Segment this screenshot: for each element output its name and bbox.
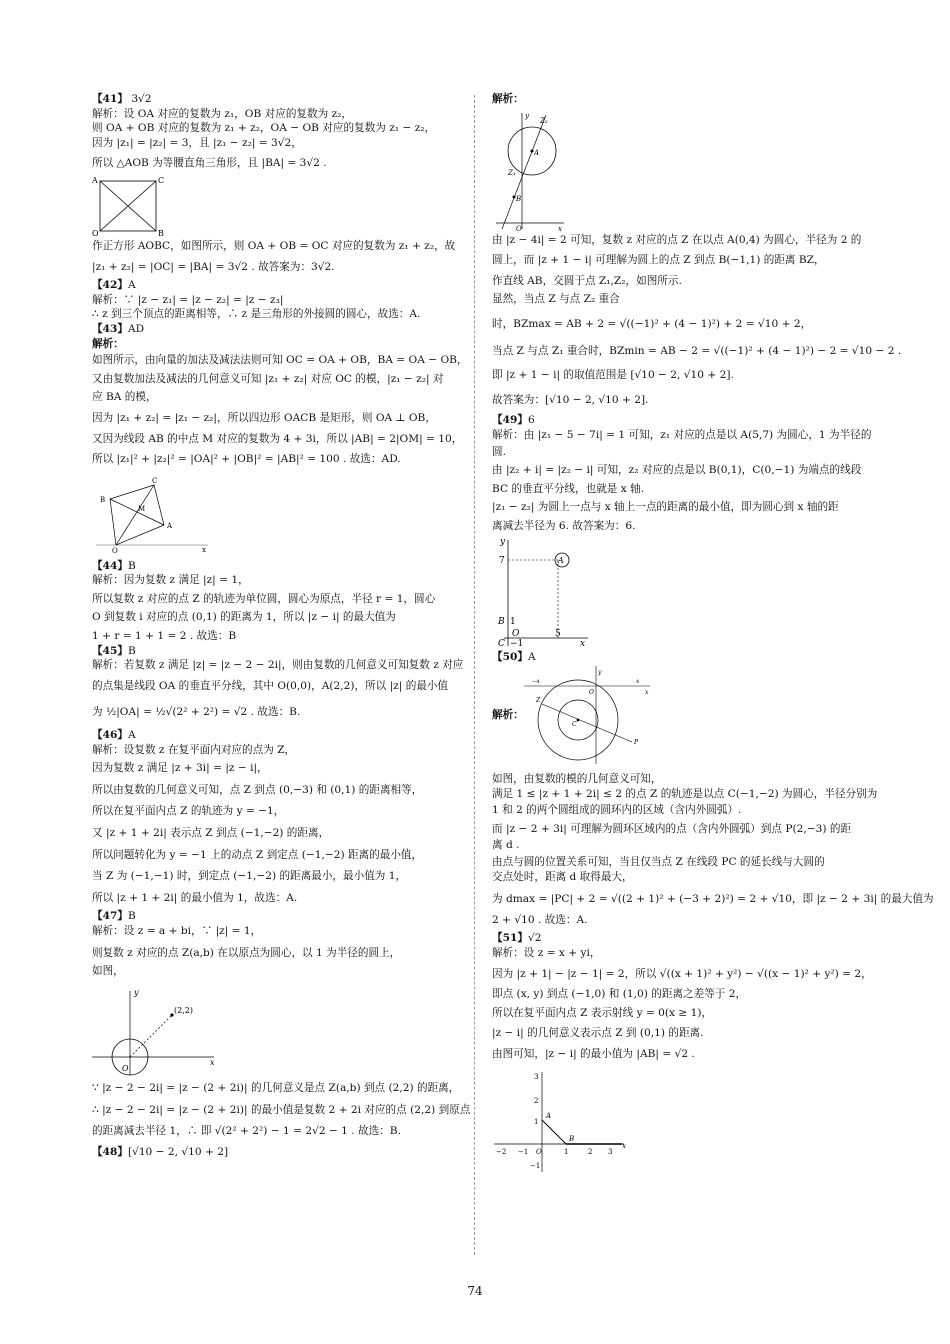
q48-line: 作直线 AB，交圆于点 Z₁,Z₂，如图所示. xyxy=(492,274,682,287)
q48-answer: [√10 − 2, √10 + 2] xyxy=(127,1145,229,1158)
label-4: 4 xyxy=(636,679,640,686)
q47-line: ∴ |z − 2 − 2i| = |z − (2 + 2i)| 的最小值是复数 2 + 2i 对应的点 (2,2) 到原点 xyxy=(92,1104,471,1117)
q50-answer: A xyxy=(527,650,536,663)
label-o: O xyxy=(589,689,594,697)
label-c: C xyxy=(152,476,158,485)
q48-solution xyxy=(492,92,902,407)
q45-line: 为 ½|OA| = ½√(2² + 2²) = √2 . 故选：B. xyxy=(92,706,301,719)
q48-line: 由 |z − 4i| = 2 可知，复数 z 对应的点 Z 在以点 A(0,4) 为圆心，半径为 2 的 xyxy=(492,233,862,246)
q42 xyxy=(92,278,462,322)
q51-line: 解析：设 z = x + yi， xyxy=(492,947,601,960)
q50-figure xyxy=(522,664,652,766)
diagonal-ab xyxy=(110,499,164,525)
q45-answer: B xyxy=(127,644,136,657)
q43-answer: AD xyxy=(127,322,145,335)
q51-line: 即点 (x, y) 到点 (−1,0) 和 (1,0) 的距离之差等于 2， xyxy=(492,988,747,1001)
q47-line: 则复数 z 对应的点 Z(a,b) 在以原点为圆心，以 1 为半径的圆上， xyxy=(92,946,401,959)
q46-line: 又 |z + 1 + 2i| 表示点 Z 到点 (−1,−2) 的距离， xyxy=(92,827,330,839)
label-y: y xyxy=(500,536,506,547)
q47-number: 【47】 xyxy=(92,910,128,923)
q43-line: 所以 |z₁|² + |z₂|² = |OA|² + |OB|² = |AB|² = 100 . 故选：AD. xyxy=(92,453,401,466)
q43-line: 应 BA 的模， xyxy=(92,391,157,404)
label-a: A xyxy=(558,555,564,565)
q42-line: ∴ z 到三个顶点的距离相等，∴ z 是三角形的外接圆的圆心，故选：A. xyxy=(92,308,421,321)
q48-line: 显然，当点 Z 与点 Z₂ 重合 xyxy=(492,293,620,306)
label-z2: Z₂ xyxy=(540,116,548,125)
q46-line: 因为复数 z 满足 |z + 3i| = |z − i|， xyxy=(92,762,268,775)
q46-line: 所以在复平面内点 Z 的轨迹为 y = −1， xyxy=(92,805,285,818)
q49-line: |z₁ − z₂| 为圆上一点与 x 轴上一点的距离的最小值，即为圆心到 x 轴的距 xyxy=(492,501,839,514)
q44-line: O 到复数 i 对应的点 (0,1) 的距离为 1，所以 |z − i| 的最大值为 xyxy=(92,611,396,624)
q48-line: 时，BZmax = AB + 2 = √((−1)² + (4 − 1)²) + 2 = √10 + 2， xyxy=(492,317,812,330)
label-o: O xyxy=(512,628,520,639)
label-minus1: −1 xyxy=(510,638,524,648)
q45-line: 的点集是线段 OA 的垂直平分线，其中 O(0,0)，A(2,2)，所以 |z| 的最小值 xyxy=(92,679,449,692)
q51-line: 所以在复平面内点 Z 表示射线 y = 0(x ≥ 1)， xyxy=(492,1006,713,1019)
q44-line: 解析：因为复数 z 满足 |z| = 1， xyxy=(92,574,249,587)
q48-line: 当点 Z 与点 Z₁ 重合时，BZmin = AB − 2 = √((−1)² + (4 − 1)²) − 2 = √10 − 2 . xyxy=(492,344,902,357)
label-a: A xyxy=(92,175,98,185)
q47 xyxy=(92,909,471,1138)
line-pc xyxy=(542,704,632,742)
page-number: 74 xyxy=(467,1284,483,1298)
q50-line: 交点处时，距离 d 取得最大， xyxy=(492,870,633,883)
label-b: B xyxy=(569,1134,575,1143)
q50-line: 2 + √10 . 故选：A. xyxy=(492,913,588,926)
q43-line: 又由复数加法及减法的几何意义可知 |z₁ + z₂| 对应 OC 的模，|z₁ − z₂| 对 xyxy=(92,372,444,385)
label-o: O xyxy=(536,1147,542,1156)
label-o: O xyxy=(92,228,99,237)
q45-number: 【45】 xyxy=(92,644,128,657)
q50-line: 为 dmax = |PC| + 2 = √((2 + 1)² + (−3 + 2)²) = 2 + √10，即 |z − 2 + 3i| 的最大值为 xyxy=(492,893,934,906)
q41-number: 【41】 xyxy=(92,93,128,105)
label-p: P xyxy=(634,739,639,747)
q43-line: 如图所示，由向量的加法及减法法则可知 OC = OA + OB，BA = OA − OB， xyxy=(92,354,468,367)
q44-line: 1 + r = 1 + 1 = 2 . 故选：B xyxy=(92,630,237,643)
label-y: y xyxy=(134,987,139,997)
rectangle-oacb xyxy=(110,485,164,545)
q50-line: 满足 1 ≤ |z + 1 + 2i| ≤ 2 的点 Z 的轨迹是以点 C(−1,−2) 为圆心，半径分别为 xyxy=(492,787,878,800)
q44-number: 【44】 xyxy=(92,559,128,572)
q43-line: 又因为线段 AB 的中点 M 对应的复数为 4 + 3i，所以 |AB| = 2|OM| = 10， xyxy=(92,432,463,445)
left-column xyxy=(92,92,471,1159)
q50-solution-label: 解析： xyxy=(492,708,524,721)
label-x: x xyxy=(558,224,562,231)
q49-line: 圆. xyxy=(492,445,506,458)
q48-line: 故答案为：[√10 − 2, √10 + 2]. xyxy=(492,393,649,406)
q50-line: 由点与圆的位置关系可知，当且仅当点 Z 在线段 PC 的延长线与大圆的 xyxy=(492,856,825,869)
q41-line: 解析：设 OA 对应的复数为 z₁，OB 对应的复数为 z₂， xyxy=(92,107,352,120)
q49-line: 解析：由 |z₁ − 5 − 7i| = 1 可知，z₁ 对应的点是以 A(5,7) 为圆心，1 为半径的 xyxy=(492,428,872,441)
q41-line: |z₁ + z₂| = |OC| = |BA| = 3√2 . 故答案为：3√2. xyxy=(92,260,335,273)
label-b: B xyxy=(158,228,164,237)
q48-number: 【48】 xyxy=(92,1145,128,1158)
segment-ab xyxy=(542,1120,566,1144)
q42-answer: A xyxy=(127,279,136,292)
q47-line: 如图， xyxy=(92,965,124,978)
q49-figure xyxy=(492,536,592,648)
q41-line: 因为 |z₁| = |z₂| = 3，且 |z₁ − z₂| = 3√2， xyxy=(92,136,302,149)
q48 xyxy=(92,1145,462,1160)
q42-line: 解析：∵ |z − z₁| = |z − z₂| = |z − z₃| xyxy=(92,293,284,306)
q44-answer: B xyxy=(127,559,136,572)
q47-line: 解析：设 z = a + bi，∵ |z| = 1， xyxy=(92,924,262,937)
q50-line: 1 和 2 的两个圆组成的圆环内的区域（含内外圆弧）. xyxy=(492,804,742,817)
label-x: x xyxy=(580,638,586,648)
q49 xyxy=(492,413,872,648)
q51-line: 因为 |z + 1| − |z − 1| = 2，所以 √((x + 1)² + y²) − √((x − 1)² + y²) = 2， xyxy=(492,967,872,980)
label-x: x xyxy=(202,545,206,553)
label-c: C xyxy=(158,175,165,185)
q46-line: 所以 |z + 1 + 2i| 的最小值为 1，故选：A. xyxy=(92,891,298,904)
q41-answer: 3√2 xyxy=(131,93,152,105)
q43-rectangle-figure xyxy=(92,473,212,553)
q45 xyxy=(92,644,462,720)
label-2: 2 xyxy=(534,1096,539,1105)
right-column xyxy=(492,92,934,1176)
q51-answer: √2 xyxy=(527,932,542,945)
q46 xyxy=(92,728,462,905)
q43-line: 解析： xyxy=(92,337,124,350)
q49-number: 【49】 xyxy=(492,414,528,427)
q46-line: 所以由复数的几何意义可知，点 Z 到点 (0,−3) 和 (0,1) 的距离相等， xyxy=(92,783,423,796)
q49-line: 离减去半径为 6. 故答案为：6. xyxy=(492,519,636,532)
label-z: Z xyxy=(536,697,541,705)
label-minus2: −2 xyxy=(496,1147,507,1156)
q50-number: 【50】 xyxy=(492,650,528,663)
label-y-minus1: −1 xyxy=(530,1161,541,1170)
label-o: O xyxy=(122,1063,129,1073)
label-x1: 1 xyxy=(564,1147,569,1156)
label-x2: 2 xyxy=(588,1147,593,1156)
q50 xyxy=(492,650,934,928)
label-minus4: −4 xyxy=(532,679,540,686)
q51-figure xyxy=(492,1068,632,1174)
point-c xyxy=(577,719,580,722)
q41-line: 则 OA + OB 对应的复数为 z₁ + z₂，OA − OB 对应的复数为 z₁ − z₂， xyxy=(92,122,436,135)
label-c: C xyxy=(572,721,577,729)
q50-line: 如图，由复数的模的几何意义可知， xyxy=(492,773,662,786)
q41-square-figure xyxy=(92,173,172,237)
q45-line: 解析：若复数 z 满足 |z| = |z − 2 − 2i|，则由复数的几何意义可知复数 z 对应 xyxy=(92,659,464,672)
q43-number: 【43】 xyxy=(92,322,128,335)
label-x: x xyxy=(645,689,649,697)
q46-line: 所以问题转化为 y = −1 上的动点 Z 到定点 (−1,−2) 距离的最小值， xyxy=(92,848,423,861)
q51-line: 由图可知，|z − i| 的最小值为 |AB| = √2 . xyxy=(492,1048,695,1060)
q47-answer: B xyxy=(127,910,136,923)
q49-line: BC 的垂直平分线，也就是 x 轴. xyxy=(492,482,645,495)
line-to-point xyxy=(130,1015,172,1057)
label-a: A xyxy=(534,148,540,157)
column-divider xyxy=(474,95,475,1255)
label-a: A xyxy=(546,1111,552,1120)
label-minus1: −1 xyxy=(518,1147,529,1156)
label-y: y xyxy=(525,111,529,120)
q49-line: 由 |z₂ + i| = |z₂ − i| 可知，z₂ 对应的点是以 B(0,1)，C(0,−1) 为端点的线段 xyxy=(492,464,862,477)
q49-answer: 6 xyxy=(527,414,535,427)
q48-line: 圆上，而 |z + 1 − i| 可理解为圆上的点 Z 到点 B(−1,1) 的距离 BZ， xyxy=(492,254,825,267)
q43 xyxy=(92,322,468,553)
q51 xyxy=(492,931,872,1173)
q42-number: 【42】 xyxy=(92,279,128,292)
label-7: 7 xyxy=(499,555,505,566)
q47-line: 的距离减去半径 1，∴ 即 √(2² + 2²) − 1 = 2√2 − 1 . 故选：B. xyxy=(92,1124,401,1137)
q44-line: 所以复数 z 对应的点 Z 的轨迹为单位圆，圆心为原点，半径 r = 1，圆心 xyxy=(92,592,436,605)
label-a: A xyxy=(167,521,173,530)
q41-line: 作正方形 AOBC，如图所示，则 OA + OB = OC 对应的复数为 z₁ + z₂，故 xyxy=(92,239,456,252)
label-5: 5 xyxy=(555,628,561,639)
label-3: 3 xyxy=(534,1072,539,1081)
q43-line: 因为 |z₁ + z₂| = |z₁ − z₂|，所以四边形 OACB 是矩形，则 OA ⊥ OB， xyxy=(92,411,436,424)
label-b: B xyxy=(498,616,505,627)
q41-line: 所以 △AOB 为等腰直角三角形，且 |BA| = 3√2 . xyxy=(92,157,327,170)
label-1: 1 xyxy=(534,1117,539,1126)
q41 xyxy=(92,92,462,274)
label-x: x xyxy=(210,1057,215,1067)
q44 xyxy=(92,559,462,644)
label-x3: 3 xyxy=(608,1147,613,1156)
q47-line: ∵ |z − 2 − 2i| = |z − (2 + 2i)| 的几何意义是点 Z(a,b) 到点 (2,2) 的距离， xyxy=(92,1081,460,1094)
q46-answer: A xyxy=(127,729,136,742)
label-y: y xyxy=(598,669,602,677)
label-m: M xyxy=(138,504,146,513)
label-b: B xyxy=(100,495,106,504)
q51-line: |z − i| 的几何意义表示点 Z 到 (0,1) 的距离. xyxy=(492,1027,704,1040)
q50-line: 而 |z − 2 + 3i| 可理解为圆环区域内的点（含内外圆弧）到点 P(2,−3) 的距 xyxy=(492,822,852,835)
q51-number: 【51】 xyxy=(492,932,528,945)
label-o: O xyxy=(112,546,118,553)
q46-line: 解析：设复数 z 在复平面内对应的点为 Z， xyxy=(92,743,296,756)
label-o: O xyxy=(516,224,522,231)
label-point: (2,2) xyxy=(174,1005,193,1015)
q50-line: 离 d . xyxy=(492,839,520,852)
label-1: 1 xyxy=(510,616,516,627)
q48-solution-label: 解析： xyxy=(492,93,524,105)
q48-figure xyxy=(492,109,572,231)
q47-circle-figure xyxy=(92,985,222,1077)
label-c: C xyxy=(498,638,505,648)
diagonal-oc xyxy=(116,485,154,545)
label-b: B xyxy=(516,194,522,203)
label-z1: Z₁ xyxy=(508,168,516,177)
q46-line: 当 Z 为 (−1,−1) 时，到定点 (−1,−2) 的距离最小，最小值为 1， xyxy=(92,870,407,883)
q46-number: 【46】 xyxy=(92,729,128,742)
q48-line: 即 |z + 1 − i| 的取值范围是 [√10 − 2, √10 + 2]. xyxy=(492,369,734,382)
label-x: x xyxy=(622,1141,626,1150)
